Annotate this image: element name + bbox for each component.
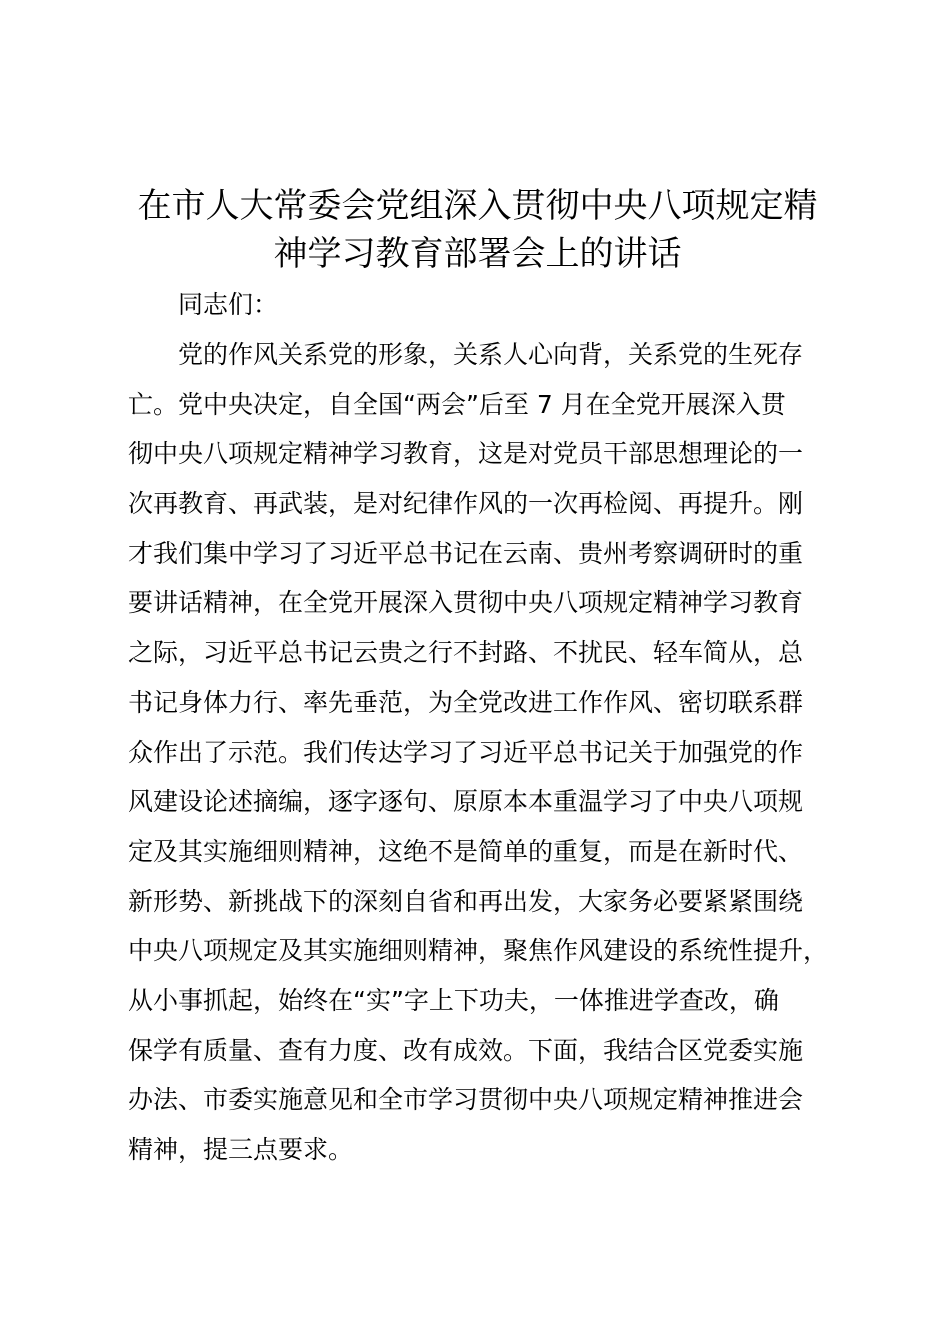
- body-line: 精神，提三点要求。: [128, 1135, 354, 1164]
- body-line: 风建设论述摘编，逐字逐句、原原本本重温学习了中央八项规: [128, 787, 804, 817]
- body-line: 新形势、新挑战下的深刻自省和再出发，大家务必要紧紧围绕: [128, 886, 804, 916]
- title-line-1: 在市人大常委会党组深入贯彻中央八项规定精: [137, 186, 818, 226]
- body-line: 亡。党中央决定，自全国“两会”后至 7 月在全党开展深入贯: [128, 389, 786, 419]
- body-line: 办法、市委实施意见和全市学习贯彻中央八项规定精神推进会: [128, 1085, 804, 1115]
- body-line: 从小事抓起，始终在“实”字上下功夫，一体推进学查改，确: [128, 985, 779, 1015]
- salutation: 同志们：: [178, 290, 279, 319]
- body-line: 书记身体力行、率先垂范，为全党改进工作作风、密切联系群: [128, 687, 804, 717]
- body-line: 才我们集中学习了习近平总书记在云南、贵州考察调研时的重: [128, 538, 804, 568]
- body-line: 次再教育、再武装，是对纪律作风的一次再检阅、再提升。刚: [128, 489, 804, 519]
- body-line: 众作出了示范。我们传达学习了习近平总书记关于加强党的作: [128, 737, 804, 767]
- body-line: 之际，习近平总书记云贵之行不封路、不扰民、轻车简从，总: [128, 638, 804, 668]
- body-line: 定及其实施细则精神，这绝不是简单的重复，而是在新时代、: [128, 836, 804, 866]
- body-line: 中央八项规定及其实施细则精神，聚焦作风建设的系统性提升，: [128, 936, 829, 966]
- title-line-2: 神学习教育部署会上的讲话: [273, 234, 682, 274]
- document-title: [110, 182, 845, 278]
- body-paragraph: [128, 338, 843, 1183]
- body-line: 保学有质量、查有力度、改有成效。下面，我结合区党委实施: [128, 1035, 804, 1065]
- body-line: 党的作风关系党的形象，关系人心向背，关系党的生死存: [178, 340, 804, 369]
- body-line: 要讲话精神，在全党开展深入贯彻中央八项规定精神学习教育: [128, 588, 804, 618]
- body-line: 彻中央八项规定精神学习教育，这是对党员干部思想理论的一: [128, 439, 804, 469]
